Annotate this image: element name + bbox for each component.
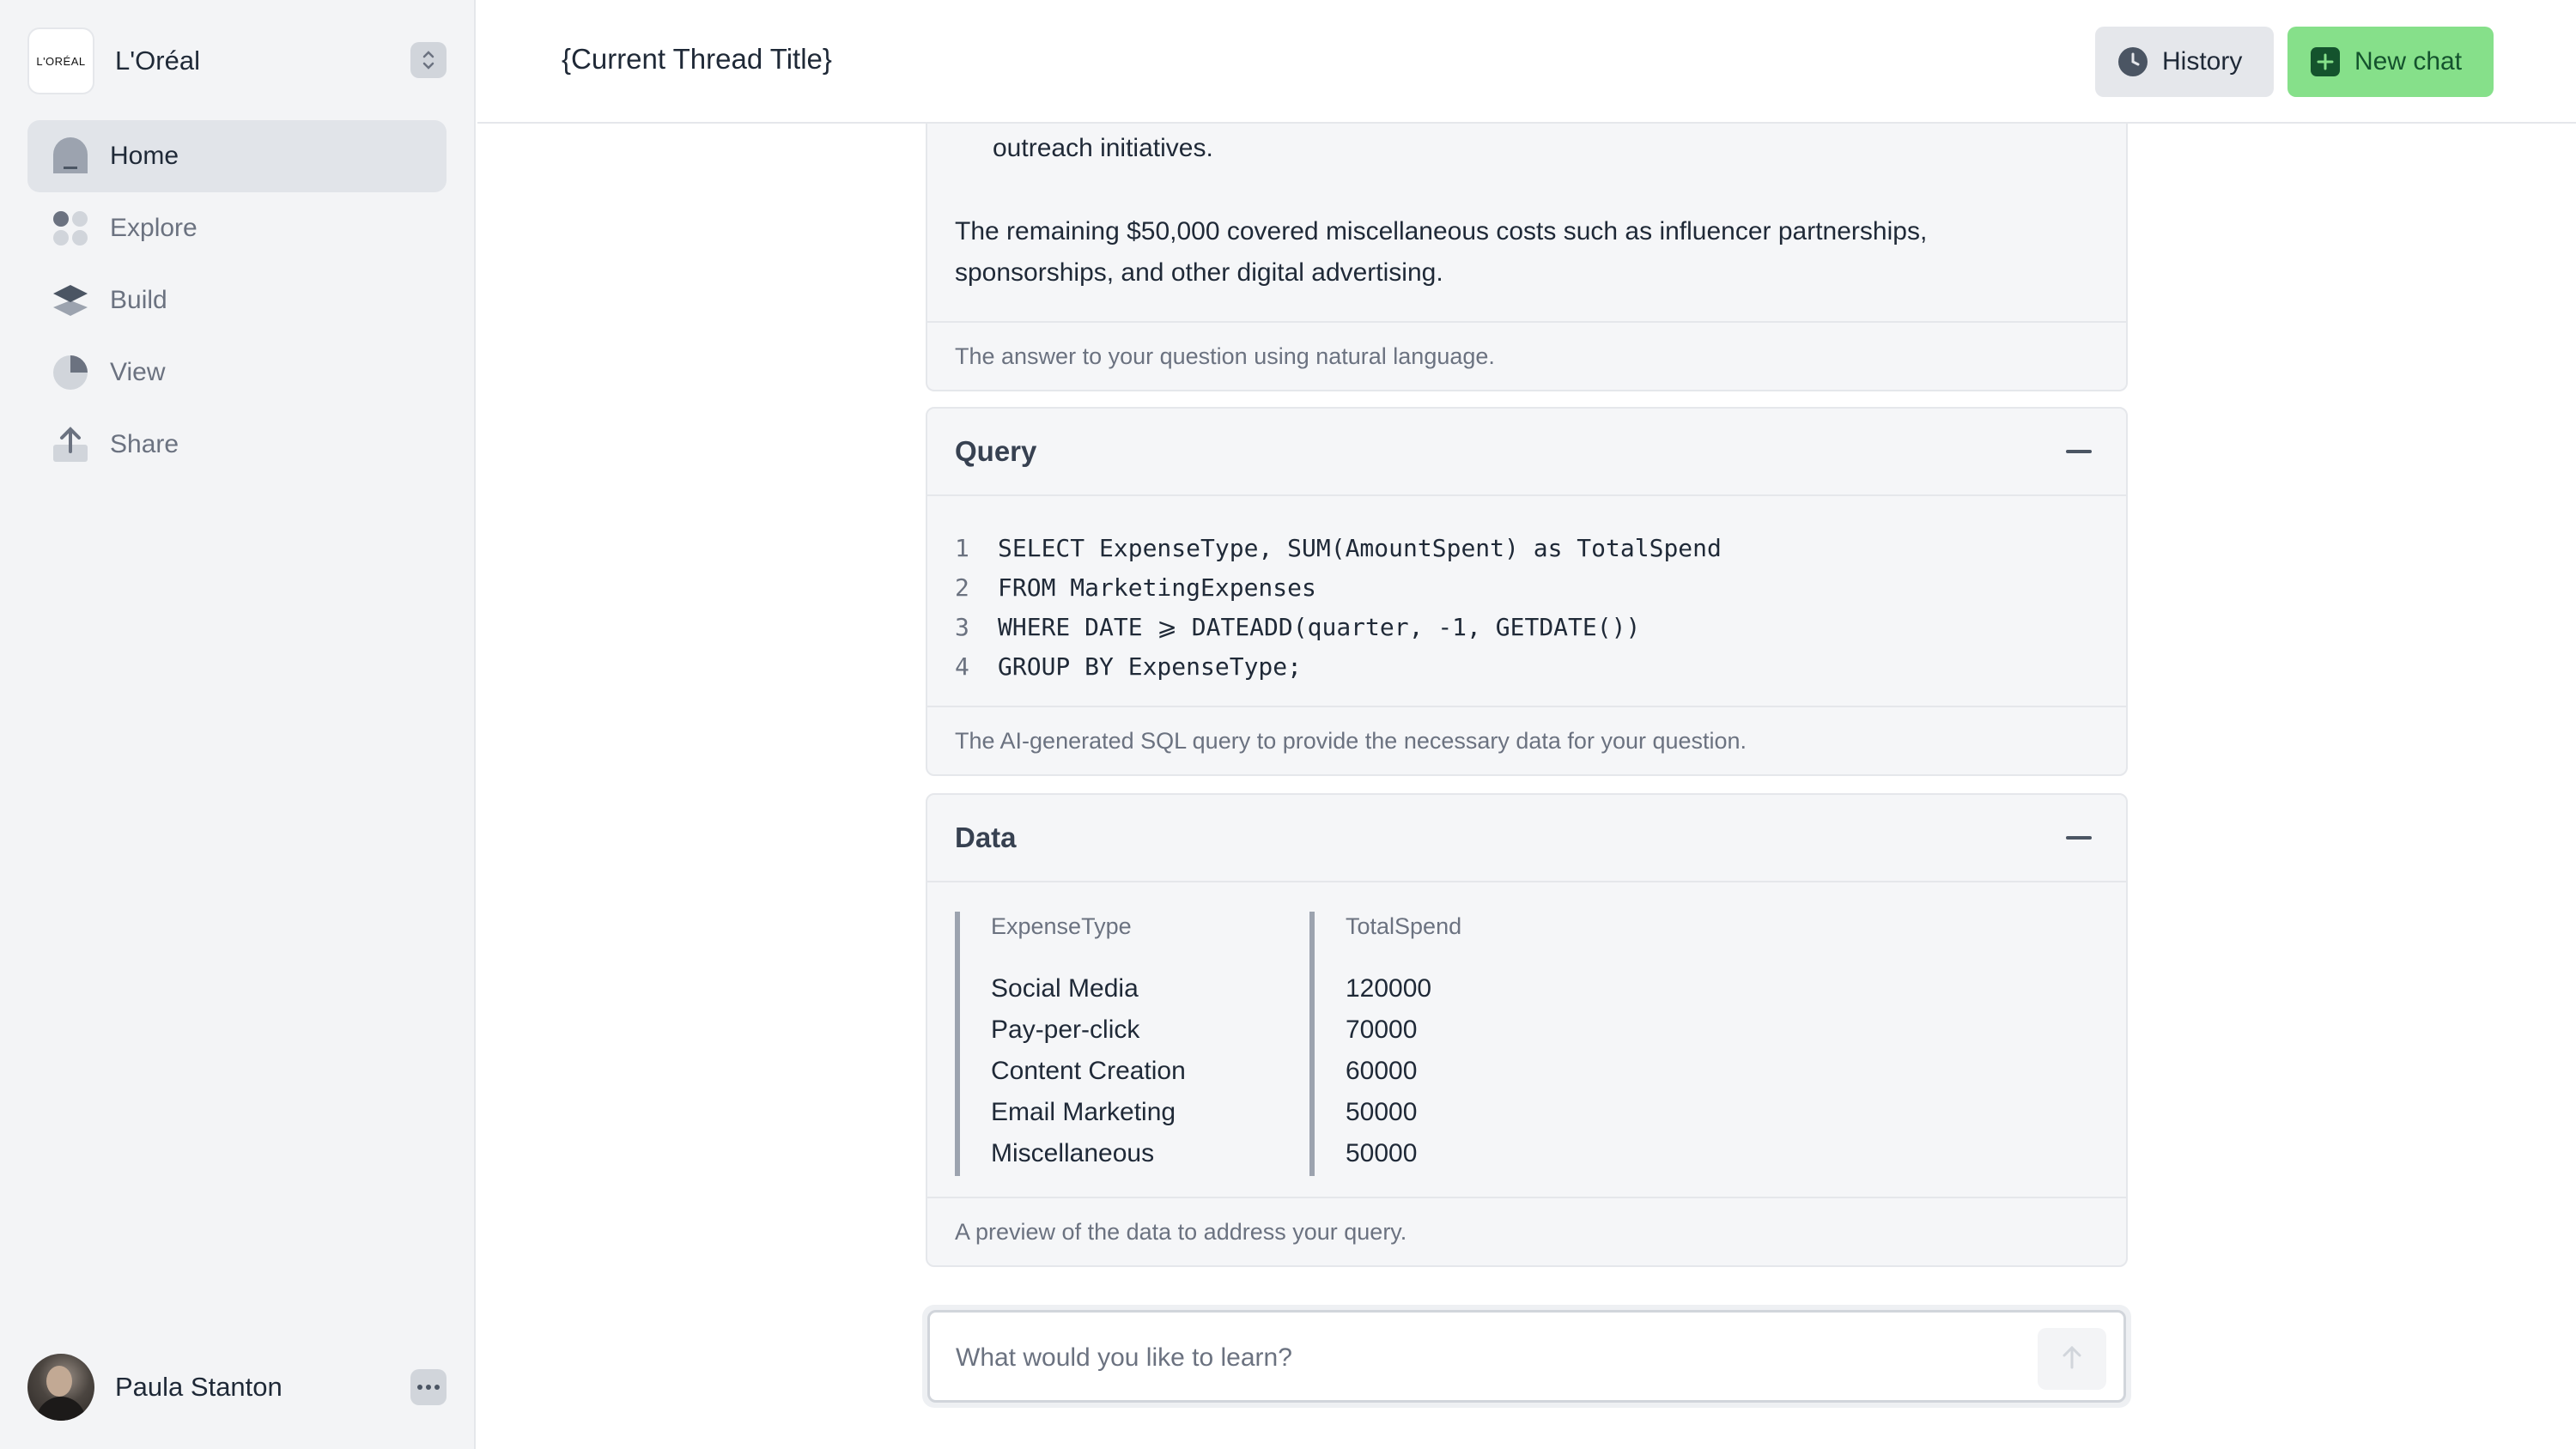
plus-icon	[2310, 46, 2341, 77]
code-text: GROUP BY ExpenseType;	[998, 652, 1303, 681]
table-cell: 50000	[1346, 1098, 1418, 1126]
answer-paragraph: The remaining $50,000 covered miscellaneous costs such as influencer partnerships, sponsorships, and other digital advertising.	[955, 217, 1928, 287]
arrow-up-icon	[2060, 1344, 2084, 1374]
column-header: TotalSpend	[1346, 913, 1462, 939]
sidebar-item-label: Home	[110, 142, 179, 170]
share-icon	[52, 426, 89, 464]
line-number: 2	[955, 573, 969, 602]
org-logo	[27, 27, 94, 94]
org-switcher[interactable]	[27, 27, 447, 94]
sidebar-item-home[interactable]	[27, 120, 447, 192]
collapse-icon[interactable]	[2066, 450, 2092, 453]
table-column	[955, 912, 1309, 1176]
data-table	[955, 912, 1567, 1176]
chat-input[interactable]	[927, 1310, 2126, 1403]
line-number: 1	[955, 534, 969, 562]
table-cell: Email Marketing	[991, 1098, 1176, 1126]
collapse-icon[interactable]	[2066, 836, 2092, 840]
table-cell: Social Media	[991, 974, 1139, 1003]
data-footer: A preview of the data to address your query.	[927, 1197, 2126, 1265]
table-cell: 50000	[1346, 1139, 1418, 1167]
sidebar-item-label: Explore	[110, 214, 197, 242]
sidebar-item-view[interactable]	[27, 336, 447, 409]
history-label: History	[2162, 47, 2243, 76]
line-number: 4	[955, 652, 969, 681]
query-footer: The AI-generated SQL query to provide the necessary data for your question.	[927, 706, 2126, 774]
sidebar-item-label: Build	[110, 286, 167, 314]
line-number: 3	[955, 613, 969, 641]
sidebar-item-label: Share	[110, 430, 179, 458]
explore-icon	[52, 209, 89, 247]
code-line	[955, 568, 2126, 608]
send-button[interactable]	[2038, 1328, 2106, 1390]
query-title: Query	[955, 435, 1037, 467]
table-cell: 70000	[1346, 1016, 1418, 1044]
sql-code-block	[927, 496, 2126, 687]
sidebar-item-explore[interactable]	[27, 192, 447, 264]
sidebar-item-build[interactable]	[27, 264, 447, 336]
header	[477, 0, 2576, 124]
clock-icon	[2117, 46, 2148, 77]
avatar	[27, 1354, 94, 1421]
sidebar-item-share[interactable]	[27, 409, 447, 481]
chevron-up-down-icon[interactable]	[410, 42, 447, 78]
pie-chart-icon	[52, 354, 89, 391]
table-cell: 60000	[1346, 1057, 1418, 1085]
query-card	[926, 407, 2128, 776]
sidebar-item-label: View	[110, 358, 166, 386]
layers-icon	[52, 282, 89, 319]
more-options-icon[interactable]	[410, 1369, 447, 1405]
code-line	[955, 608, 2126, 647]
query-header	[927, 409, 2126, 496]
data-header	[927, 795, 2126, 882]
table-cell: Content Creation	[991, 1057, 1186, 1085]
code-text: FROM MarketingExpenses	[998, 573, 1316, 602]
table-cell: Pay-per-click	[991, 1016, 1140, 1044]
chat-input-container	[922, 1305, 2131, 1408]
code-text: WHERE DATE ⩾ DATEADD(quarter, -1, GETDATE())	[998, 613, 1641, 641]
home-icon	[52, 137, 89, 175]
sidebar-nav	[27, 120, 447, 481]
table-column	[1309, 912, 1567, 1176]
page-title: {Current Thread Title}	[562, 43, 832, 75]
table-cell: 120000	[1346, 974, 1432, 1003]
user-profile[interactable]	[27, 1353, 447, 1422]
answer-footer: The answer to your question using natural language.	[927, 321, 2126, 390]
data-card	[926, 793, 2128, 1267]
sidebar	[0, 0, 476, 1449]
data-title: Data	[955, 822, 1017, 853]
answer-bullet-text: outreach initiatives.	[993, 134, 1213, 162]
org-logo-text: L'ORÉAL	[36, 54, 86, 68]
chat-input-placeholder: What would you like to learn?	[956, 1343, 1292, 1372]
user-name: Paula Stanton	[115, 1372, 283, 1402]
code-line	[955, 529, 2126, 568]
code-line	[955, 647, 2126, 687]
table-cell: Miscellaneous	[991, 1139, 1155, 1167]
column-header: ExpenseType	[991, 913, 1132, 939]
new-chat-button[interactable]	[2287, 27, 2494, 97]
code-text: SELECT ExpenseType, SUM(AmountSpent) as TotalSpend	[998, 534, 1722, 562]
org-name: L'Oréal	[115, 45, 200, 76]
history-button[interactable]	[2095, 27, 2274, 97]
new-chat-label: New chat	[2354, 47, 2463, 76]
